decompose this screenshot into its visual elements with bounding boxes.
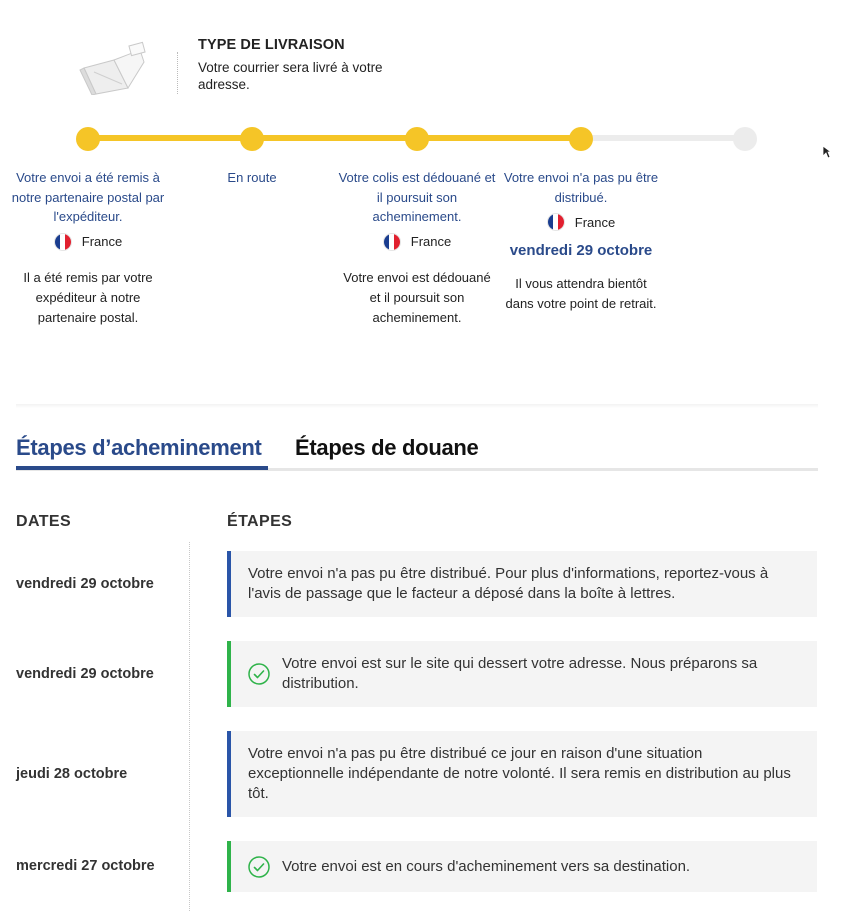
step-description: Il a été remis par votre expéditeur à notre partenaire postal. <box>23 269 153 325</box>
divider <box>177 52 178 94</box>
timeline-dot <box>76 127 100 151</box>
delivery-type-title: TYPE DE LIVRAISON <box>198 37 345 53</box>
event-text: Votre envoi n'a pas pu être distribué ce jour en raison d'une situation exceptionnelle indépendante de notre volonté. Il sera remis en distribution au plus tôt. <box>248 745 791 802</box>
active-tab-indicator <box>16 466 268 470</box>
timeline-step-dedouane <box>337 168 497 328</box>
tracking-event <box>227 731 817 817</box>
tracking-event <box>227 551 817 617</box>
delivery-type <box>60 30 460 100</box>
tab-douane[interactable]: Étapes de douane <box>295 435 479 460</box>
france-flag-icon <box>54 233 72 251</box>
step-country <box>8 232 168 252</box>
step-description: Votre envoi est dédouané et il poursuit son acheminement. <box>343 269 491 325</box>
section-divider <box>16 404 818 408</box>
step-label: Votre envoi n'a pas pu être distribué. <box>503 170 659 205</box>
step-label: Votre colis est dédouané et il poursuit son acheminement. <box>338 170 496 224</box>
france-flag-icon <box>547 213 565 231</box>
dates-divider <box>189 542 190 911</box>
progress-fill <box>88 135 581 141</box>
timeline-dot <box>733 127 757 151</box>
row-date: jeudi 28 octobre <box>16 766 128 782</box>
check-circle-icon <box>248 663 270 685</box>
event-text: Votre envoi n'a pas pu être distribué. Pour plus d'informations, reportez-vous à l'avis de passage que le facteur a déposé dans la boîte à lettres. <box>248 565 769 602</box>
step-label: Votre envoi a été remis à notre partenaire postal par l'expéditeur. <box>11 170 165 224</box>
step-date: vendredi 29 octobre <box>509 242 653 259</box>
timeline-dot <box>405 127 429 151</box>
steps-header: ÉTAPES <box>227 513 293 530</box>
tracking-event <box>227 641 817 707</box>
event-text: Votre envoi est sur le site qui dessert votre adresse. Nous préparons sa distribution. <box>282 655 758 692</box>
row-date: mercredi 27 octobre <box>16 858 155 874</box>
france-flag-icon <box>383 233 401 251</box>
timeline-dot <box>569 127 593 151</box>
timeline-step-non-distribue <box>501 168 661 314</box>
step-label: En route <box>227 170 277 185</box>
tabs <box>16 432 818 472</box>
step-country <box>501 212 661 232</box>
step-country <box>337 232 497 252</box>
country-name: France <box>410 234 452 249</box>
row-date: vendredi 29 octobre <box>16 666 154 682</box>
dates-header: DATES <box>16 513 72 530</box>
timeline-step-remis <box>8 168 168 328</box>
row-date: vendredi 29 octobre <box>16 576 154 592</box>
tracking-event <box>227 841 817 892</box>
check-circle-icon <box>248 856 270 878</box>
tab-acheminement[interactable]: Étapes d’acheminement <box>16 435 262 460</box>
mouse-cursor-icon <box>822 145 832 159</box>
timeline-dot <box>240 127 264 151</box>
mailbox-icon <box>70 40 150 95</box>
timeline-step-en-route <box>172 168 332 188</box>
delivery-type-description: Votre courrier sera livré à votre adresse. <box>198 60 383 92</box>
country-name: France <box>574 214 616 230</box>
step-description: Il vous attendra bientôt dans votre point de retrait. <box>505 276 657 311</box>
event-text: Votre envoi est en cours d'acheminement vers sa destination. <box>282 857 691 875</box>
country-name: France <box>81 234 123 249</box>
